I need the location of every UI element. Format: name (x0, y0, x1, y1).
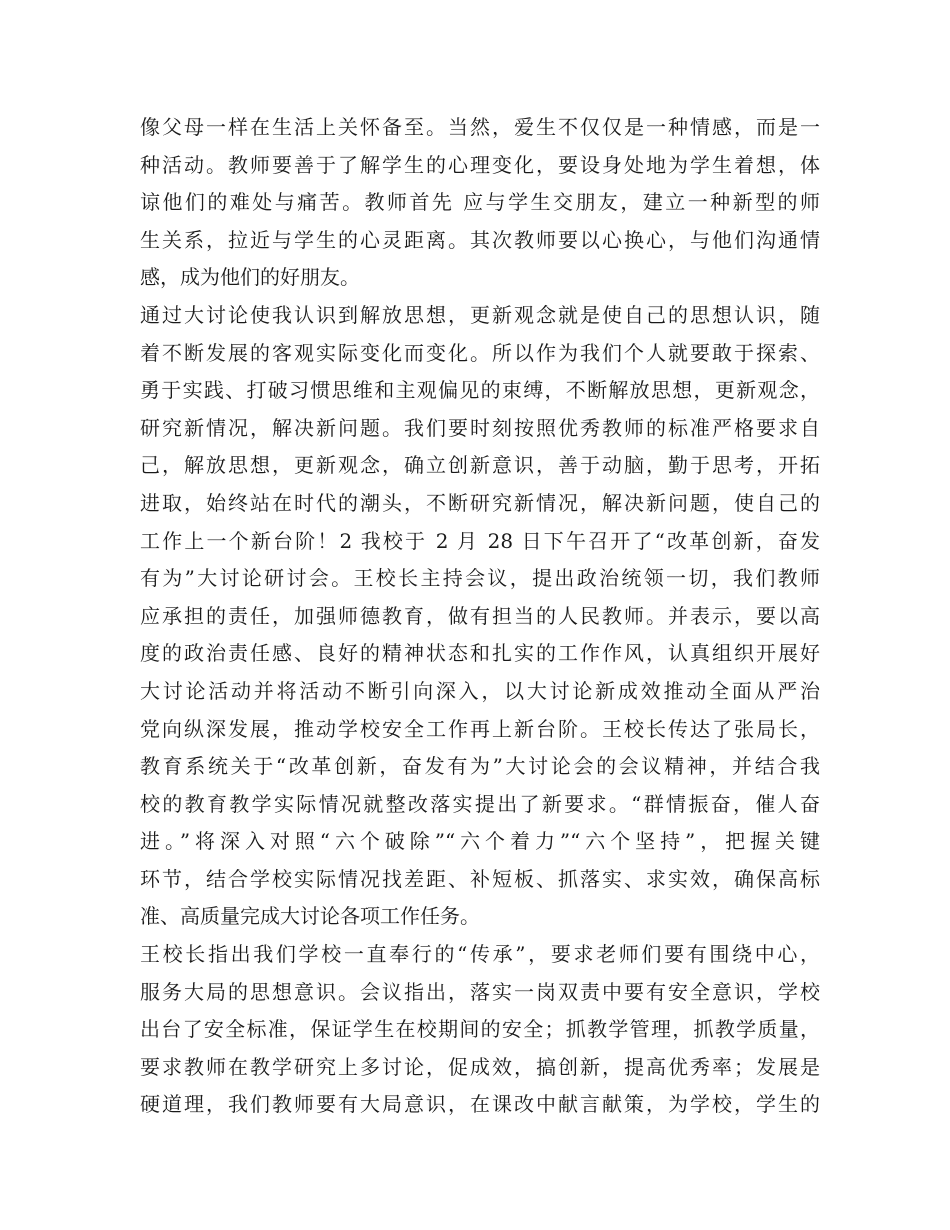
text-line: 服务大局的思想意识。会议指出，落实一岗双责中要有安全意识，学校 (140, 979, 820, 1004)
text-line: 着不断发展的客观实际变化而变化。所以作为我们个人就要敢于探索、 (140, 340, 820, 365)
text-line: 度的政治责任感、良好的精神状态和扎实的工作作风，认真组织开展好 (140, 641, 820, 666)
text-line: 硬道理，我们教师要有大局意识，在课改中献言献策，为学校，学生的 (140, 1092, 820, 1117)
text-line: 要求教师在教学研究上多讨论，促成效，搞创新，提高优秀率；发展是 (140, 1054, 820, 1079)
text-line: 感，成为他们的好朋友。 (140, 265, 360, 290)
text-line: 校的教育教学实际情况就整改落实提出了新要求。“群情振奋，催人奋 (140, 791, 820, 816)
text-line: 出台了安全标准，保证学生在校期间的安全；抓教学管理，抓教学质量， (140, 1017, 820, 1042)
text-line: 生关系，拉近与学生的心灵距离。其次教师要以心换心，与他们沟通情 (140, 227, 820, 252)
text-line: 有为”大讨论研讨会。王校长主持会议，提出政治统领一切，我们教师 (140, 566, 820, 591)
text-line: 党向纵深发展，推动学校安全工作再上新台阶。王校长传达了张局长， (140, 716, 820, 741)
text-line: 进。”将深入对照“六个破除”“六个着力”“六个坚持”，把握关键 (140, 829, 820, 854)
text-line: 环节，结合学校实际情况找差距、补短板、抓落实、求实效，确保高标 (140, 866, 820, 891)
text-line: 准、高质量完成大讨论各项工作任务。 (140, 904, 480, 929)
text-line: 勇于实践、打破习惯思维和主观偏见的束缚，不断解放思想，更新观念， (140, 378, 820, 403)
document-body (140, 109, 820, 1124)
text-line: 谅他们的难处与痛苦。教师首先 应与学生交朋友，建立一种新型的师 (140, 190, 820, 215)
text-line: 己，解放思想，更新观念，确立创新意识，善于动脑，勤于思考，开拓 (140, 453, 820, 478)
text-line: 进取，始终站在时代的潮头，不断研究新情况，解决新问题，使自己的 (140, 490, 820, 515)
text-line: 大讨论活动并将活动不断引向深入，以大讨论新成效推动全面从严治 (140, 678, 820, 703)
text-line: 工作上一个新台阶！2 我校于 2 月 28 日下午召开了“改革创新，奋发 (140, 528, 820, 553)
text-line: 王校长指出我们学校一直奉行的“传承”，要求老师们要有围绕中心， (140, 942, 820, 967)
text-line: 像父母一样在生活上关怀备至。当然，爱生不仅仅是一种情感，而是一 (140, 115, 820, 139)
text-line: 通过大讨论使我认识到解放思想，更新观念就是使自己的思想认识，随 (140, 302, 820, 327)
text-line: 研究新情况，解决新问题。我们要时刻按照优秀教师的标准严格要求自 (140, 415, 820, 440)
text-line: 种活动。教师要善于了解学生的心理变化，要设身处地为学生着想，体 (140, 152, 820, 177)
text-line: 教育系统关于“改革创新，奋发有为”大讨论会的会议精神，并结合我 (140, 754, 820, 779)
text-line: 应承担的责任，加强师德教育，做有担当的人民教师。并表示，要以高 (140, 603, 820, 628)
